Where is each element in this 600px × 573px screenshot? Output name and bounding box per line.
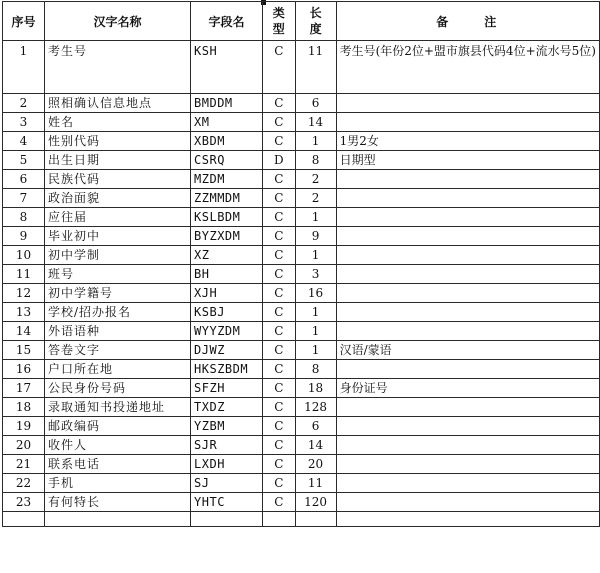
row-no-cell: 17 xyxy=(3,379,45,398)
row-field-cell: WYYZDM xyxy=(191,322,263,341)
row-cn-name-cell: 姓名 xyxy=(45,113,191,132)
header-row xyxy=(3,2,600,41)
row-no-cell: 20 xyxy=(3,436,45,455)
row-length-cell: 120 xyxy=(295,493,336,512)
row-note-cell xyxy=(336,208,599,227)
row-field-cell: DJWZ xyxy=(191,341,263,360)
row-note-cell xyxy=(336,265,599,284)
table-row xyxy=(3,303,600,322)
row-no-cell: 15 xyxy=(3,341,45,360)
row-length-cell: 20 xyxy=(295,455,336,474)
row-cn-name-cell: 学校/招办报名 xyxy=(45,303,191,322)
row-field-cell: TXDZ xyxy=(191,398,263,417)
row-no-cell: 22 xyxy=(3,474,45,493)
row-type-cell: C xyxy=(263,208,296,227)
row-note-cell xyxy=(336,360,599,379)
row-type-cell: C xyxy=(263,474,296,493)
row-length-cell: 8 xyxy=(295,151,336,170)
row-cn-name-cell: 照相确认信息地点 xyxy=(45,94,191,113)
row-cn-name-cell: 联系电话 xyxy=(45,455,191,474)
row-no-cell: 8 xyxy=(3,208,45,227)
row-note-cell xyxy=(336,170,599,189)
row-length-cell: 1 xyxy=(295,208,336,227)
table-row-cutoff xyxy=(3,512,600,527)
row-cn-name-cell: 政治面貌 xyxy=(45,189,191,208)
row-note-cell xyxy=(336,322,599,341)
row-cn-name-cell: 邮政编码 xyxy=(45,417,191,436)
row-cn-name-cell: 外语语种 xyxy=(45,322,191,341)
row-field-cell: CSRQ xyxy=(191,151,263,170)
row-no-cell: 16 xyxy=(3,360,45,379)
row-type-cell: C xyxy=(263,227,296,246)
header-length-line1: 长 xyxy=(309,6,322,20)
row-no-cell: 7 xyxy=(3,189,45,208)
row-note-cell xyxy=(336,113,599,132)
row-note-cell xyxy=(336,455,599,474)
row-type-cell: C xyxy=(263,303,296,322)
row-length-cell: 1 xyxy=(295,322,336,341)
table-row xyxy=(3,151,600,170)
row-note-cell: 考生号(年份2位+盟市旗县代码4位+流水号5位) xyxy=(336,41,599,94)
row-length-cell: 11 xyxy=(295,474,336,493)
row-no-cell: 1 xyxy=(3,41,45,94)
row-field-cell: SJR xyxy=(191,436,263,455)
row-type-cell: C xyxy=(263,398,296,417)
row-field-cell: SJ xyxy=(191,474,263,493)
header-no: 序号 xyxy=(3,2,45,41)
table-row xyxy=(3,455,600,474)
table-row xyxy=(3,493,600,512)
row-note-cell: 1男2女 xyxy=(336,132,599,151)
row-length-cell: 6 xyxy=(295,94,336,113)
row-note-cell xyxy=(336,227,599,246)
row-type-cell: C xyxy=(263,379,296,398)
table-row xyxy=(3,322,600,341)
row-length-cell: 1 xyxy=(295,246,336,265)
row-cn-name-cell: 考生号 xyxy=(45,41,191,94)
empty-cell xyxy=(336,512,599,527)
row-field-cell: KSH xyxy=(191,41,263,94)
row-note-cell xyxy=(336,246,599,265)
row-field-cell: XZ xyxy=(191,246,263,265)
row-no-cell: 4 xyxy=(3,132,45,151)
row-note-cell xyxy=(336,493,599,512)
empty-cell xyxy=(191,512,263,527)
row-length-cell: 8 xyxy=(295,360,336,379)
header-type xyxy=(263,2,296,41)
row-type-cell: C xyxy=(263,246,296,265)
row-no-cell: 14 xyxy=(3,322,45,341)
row-note-cell xyxy=(336,417,599,436)
row-type-cell: C xyxy=(263,94,296,113)
row-length-cell: 1 xyxy=(295,132,336,151)
row-type-cell: D xyxy=(263,151,296,170)
row-length-cell: 128 xyxy=(295,398,336,417)
row-note-cell xyxy=(336,284,599,303)
table-row xyxy=(3,41,600,94)
row-cn-name-cell: 性别代码 xyxy=(45,132,191,151)
row-cn-name-cell: 民族代码 xyxy=(45,170,191,189)
row-field-cell: XM xyxy=(191,113,263,132)
row-note-cell xyxy=(336,94,599,113)
empty-cell xyxy=(45,512,191,527)
table-row xyxy=(3,113,600,132)
row-type-cell: C xyxy=(263,436,296,455)
row-length-cell: 2 xyxy=(295,170,336,189)
field-definition-table xyxy=(2,1,600,527)
row-length-cell: 1 xyxy=(295,341,336,360)
row-cn-name-cell: 户口所在地 xyxy=(45,360,191,379)
row-no-cell: 3 xyxy=(3,113,45,132)
row-cn-name-cell: 收件人 xyxy=(45,436,191,455)
table-row xyxy=(3,360,600,379)
header-length-line2: 度 xyxy=(309,22,322,36)
row-length-cell: 16 xyxy=(295,284,336,303)
row-no-cell: 13 xyxy=(3,303,45,322)
header-type-line2: 型 xyxy=(272,22,285,36)
row-type-cell: C xyxy=(263,41,296,94)
row-field-cell: BYZXDM xyxy=(191,227,263,246)
table-row xyxy=(3,94,600,113)
row-no-cell: 9 xyxy=(3,227,45,246)
row-field-cell: YZBM xyxy=(191,417,263,436)
row-cn-name-cell: 初中学制 xyxy=(45,246,191,265)
row-type-cell: C xyxy=(263,341,296,360)
row-length-cell: 18 xyxy=(295,379,336,398)
table-row xyxy=(3,379,600,398)
row-note-cell xyxy=(336,303,599,322)
row-length-cell: 14 xyxy=(295,436,336,455)
header-note: 备注 xyxy=(336,2,599,41)
row-field-cell: KSLBDM xyxy=(191,208,263,227)
row-field-cell: SFZH xyxy=(191,379,263,398)
row-no-cell: 5 xyxy=(3,151,45,170)
row-note-cell: 汉语/蒙语 xyxy=(336,341,599,360)
row-no-cell: 6 xyxy=(3,170,45,189)
table-body xyxy=(3,41,600,527)
empty-cell xyxy=(263,512,296,527)
row-length-cell: 14 xyxy=(295,113,336,132)
row-field-cell: BH xyxy=(191,265,263,284)
row-type-cell: C xyxy=(263,189,296,208)
row-cn-name-cell: 初中学籍号 xyxy=(45,284,191,303)
table-row xyxy=(3,265,600,284)
row-type-cell: C xyxy=(263,284,296,303)
header-length xyxy=(295,2,336,41)
row-length-cell: 1 xyxy=(295,303,336,322)
row-cn-name-cell: 录取通知书投递地址 xyxy=(45,398,191,417)
row-type-cell: C xyxy=(263,360,296,379)
row-cn-name-cell: 班号 xyxy=(45,265,191,284)
table-row xyxy=(3,417,600,436)
row-field-cell: ZZMMDM xyxy=(191,189,263,208)
header-type-line1: 类 xyxy=(272,6,285,20)
row-length-cell: 6 xyxy=(295,417,336,436)
table-row xyxy=(3,208,600,227)
row-field-cell: HKSZBDM xyxy=(191,360,263,379)
row-type-cell: C xyxy=(263,455,296,474)
row-type-cell: C xyxy=(263,170,296,189)
table-row xyxy=(3,170,600,189)
table-row xyxy=(3,474,600,493)
row-field-cell: BMDDM xyxy=(191,94,263,113)
row-no-cell: 23 xyxy=(3,493,45,512)
row-cn-name-cell: 答卷文字 xyxy=(45,341,191,360)
row-cn-name-cell: 出生日期 xyxy=(45,151,191,170)
row-no-cell: 11 xyxy=(3,265,45,284)
row-length-cell: 9 xyxy=(295,227,336,246)
table-row xyxy=(3,284,600,303)
row-no-cell: 19 xyxy=(3,417,45,436)
row-cn-name-cell: 公民身份号码 xyxy=(45,379,191,398)
row-length-cell: 11 xyxy=(295,41,336,94)
row-note-cell xyxy=(336,474,599,493)
table-row xyxy=(3,398,600,417)
row-cn-name-cell: 应往届 xyxy=(45,208,191,227)
table-row xyxy=(3,189,600,208)
row-cn-name-cell: 有何特长 xyxy=(45,493,191,512)
row-cn-name-cell: 手机 xyxy=(45,474,191,493)
row-field-cell: MZDM xyxy=(191,170,263,189)
row-type-cell: C xyxy=(263,265,296,284)
empty-cell xyxy=(3,512,45,527)
row-no-cell: 2 xyxy=(3,94,45,113)
row-type-cell: C xyxy=(263,322,296,341)
table-row xyxy=(3,132,600,151)
row-cn-name-cell: 毕业初中 xyxy=(45,227,191,246)
row-type-cell: C xyxy=(263,132,296,151)
row-note-cell xyxy=(336,398,599,417)
table-row xyxy=(3,227,600,246)
row-field-cell: LXDH xyxy=(191,455,263,474)
row-note-cell xyxy=(336,436,599,455)
row-field-cell: XJH xyxy=(191,284,263,303)
row-length-cell: 3 xyxy=(295,265,336,284)
row-no-cell: 12 xyxy=(3,284,45,303)
row-type-cell: C xyxy=(263,417,296,436)
row-no-cell: 10 xyxy=(3,246,45,265)
empty-cell xyxy=(295,512,336,527)
row-note-cell: 日期型 xyxy=(336,151,599,170)
row-length-cell: 2 xyxy=(295,189,336,208)
row-field-cell: XBDM xyxy=(191,132,263,151)
row-no-cell: 18 xyxy=(3,398,45,417)
row-field-cell: YHTC xyxy=(191,493,263,512)
row-note-cell xyxy=(336,189,599,208)
row-no-cell: 21 xyxy=(3,455,45,474)
table-row xyxy=(3,341,600,360)
table-row xyxy=(3,436,600,455)
header-cn-name: 汉字名称 xyxy=(45,2,191,41)
header-field: 字段名 xyxy=(191,2,263,41)
table-row xyxy=(3,246,600,265)
row-note-cell: 身份证号 xyxy=(336,379,599,398)
row-type-cell: C xyxy=(263,493,296,512)
row-field-cell: KSBJ xyxy=(191,303,263,322)
row-type-cell: C xyxy=(263,113,296,132)
